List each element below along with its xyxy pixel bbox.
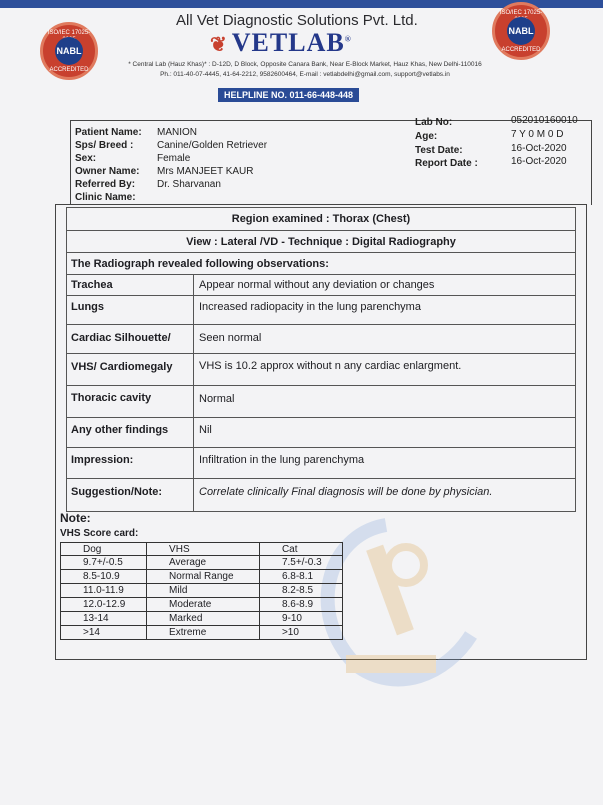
- finding-row: [66, 274, 576, 296]
- nabl-seal-right: [492, 2, 550, 60]
- finding-label: Lungs: [71, 301, 104, 313]
- impression-row: [66, 447, 576, 479]
- suggestion-row: [66, 478, 576, 512]
- dog-range: 13-14: [61, 612, 147, 626]
- address-line-1: * Central Lab (Hauz Khas)* : D-12D, D Block, Opposite Canara Bank, Near E-Block Market, Hauz Khas, New Delhi-110016: [128, 61, 482, 68]
- clinic-name-label: Clinic Name:: [75, 192, 136, 203]
- table-row: [61, 584, 343, 598]
- dog-range: 9.7+/-0.5: [61, 556, 147, 570]
- vhs-grade: Extreme: [147, 626, 260, 640]
- lab-address: [100, 60, 510, 80]
- species-value: Canine/Golden Retriever: [157, 140, 268, 151]
- vhs-score-card-title: VHS Score card:: [60, 528, 139, 539]
- finding-value: Normal: [199, 393, 235, 405]
- cat-range: 8.6-8.9: [259, 598, 342, 612]
- logo-mark-icon: ❦: [210, 34, 228, 56]
- finding-row: [66, 353, 576, 386]
- view-row: [66, 230, 576, 253]
- lab-no-label: Lab No:: [415, 117, 453, 128]
- dog-range: 12.0-12.9: [61, 598, 147, 612]
- vhs-grade: Mild: [147, 584, 260, 598]
- region-examined: Region examined : Thorax (Chest): [231, 213, 411, 225]
- observations-intro: The Radiograph revealed following observations:: [71, 258, 329, 270]
- finding-label: Trachea: [71, 279, 113, 291]
- finding-row: [66, 295, 576, 325]
- vetlab-logo: ❦ VETLAB®: [210, 28, 352, 57]
- intro-row: [66, 252, 576, 275]
- seal-top-text: ISO/IEC 17025-: [47, 30, 91, 36]
- vhs-grade: Moderate: [147, 598, 260, 612]
- finding-value: Seen normal: [199, 332, 262, 344]
- patient-info-block: [70, 115, 592, 205]
- vhs-grade: Average: [147, 556, 260, 570]
- finding-label: VHS/ Cardiomegaly: [71, 361, 173, 373]
- suggestion-label: Suggestion/Note:: [71, 486, 163, 498]
- region-row: [66, 207, 576, 231]
- suggestion-value: Correlate clinically Final diagnosis will be done by physician.: [199, 486, 493, 498]
- finding-value: Increased radiopacity in the lung parenchyma: [199, 301, 421, 313]
- table-row: [61, 612, 343, 626]
- table-row: [61, 598, 343, 612]
- sex-value: Female: [157, 153, 191, 164]
- finding-value: VHS is 10.2 approx without n any cardiac enlargment.: [199, 360, 462, 372]
- seal-center-text: NABL: [55, 37, 83, 65]
- table-row: [61, 570, 343, 584]
- dog-range: >14: [61, 626, 147, 640]
- patient-name-label: Patient Name:: [75, 127, 142, 138]
- finding-value: Nil: [199, 424, 212, 436]
- cat-range: 7.5+/-0.3: [259, 556, 342, 570]
- note-heading: Note:: [60, 511, 91, 525]
- finding-row: [66, 324, 576, 354]
- table-header-row: [61, 543, 343, 556]
- vhs-grade: Marked: [147, 612, 260, 626]
- address-line-2: Ph.: 011-40-07-4445, 41-64-2212, 9582600464, E-mail : vetlabdelhi@gmail.com, support@vetlabs.in: [160, 71, 450, 78]
- finding-label: Cardiac Silhouette/: [71, 332, 171, 344]
- owner-value: Mrs MANJEET KAUR: [157, 166, 254, 177]
- seal-bottom-text: ACCREDITED: [49, 67, 89, 73]
- helpline-banner: HELPLINE NO. 011-66-448-448: [218, 88, 359, 102]
- impression-value: Infiltration in the lung parenchyma: [199, 454, 365, 466]
- patient-name-value: MANION: [157, 127, 197, 138]
- test-date-value: 16-Oct-2020: [511, 143, 567, 154]
- header-vhs: VHS: [147, 543, 260, 556]
- nabl-seal-left: [40, 22, 98, 80]
- view-technique: View : Lateral /VD - Technique : Digital Radiography: [186, 236, 456, 248]
- referred-by-label: Referred By:: [75, 179, 136, 190]
- impression-label: Impression:: [71, 454, 134, 466]
- finding-label: Thoracic cavity: [71, 392, 152, 404]
- cat-range: 9-10: [259, 612, 342, 626]
- cat-range: 6.8-8.1: [259, 570, 342, 584]
- vhs-score-table: [60, 542, 343, 640]
- dog-range: 11.0-11.9: [61, 584, 147, 598]
- sex-label: Sex:: [75, 153, 97, 164]
- report-date-label: Report Date :: [415, 158, 478, 169]
- finding-row: [66, 417, 576, 448]
- referred-by-value: Dr. Sharvanan: [157, 179, 221, 190]
- seal-bottom-text: ACCREDITED: [501, 47, 541, 53]
- brand-name: VETLAB: [231, 28, 345, 57]
- seal-center-text: NABL: [507, 17, 535, 45]
- header-dog: Dog: [61, 543, 147, 556]
- report-date-value: 16-Oct-2020: [511, 156, 567, 167]
- header-cat: Cat: [259, 543, 342, 556]
- finding-row: [66, 385, 576, 418]
- cat-range: 8.2-8.5: [259, 584, 342, 598]
- lab-no-value: 052010160010: [511, 115, 578, 126]
- finding-label: Any other findings: [71, 424, 169, 436]
- age-label: Age:: [415, 131, 438, 142]
- owner-label: Owner Name:: [75, 166, 140, 177]
- age-value: 7 Y 0 M 0 D: [511, 129, 564, 140]
- dog-range: 8.5-10.9: [61, 570, 147, 584]
- table-row: [61, 626, 343, 640]
- cat-range: >10: [259, 626, 342, 640]
- species-label: Sps/ Breed :: [75, 140, 134, 151]
- finding-value: Appear normal without any deviation or changes: [199, 279, 435, 291]
- company-name: All Vet Diagnostic Solutions Pvt. Ltd.: [176, 12, 418, 29]
- seal-top-text: ISO/IEC 17025-: [499, 10, 543, 16]
- vhs-grade: Normal Range: [147, 570, 260, 584]
- test-date-label: Test Date:: [415, 145, 463, 156]
- table-row: [61, 556, 343, 570]
